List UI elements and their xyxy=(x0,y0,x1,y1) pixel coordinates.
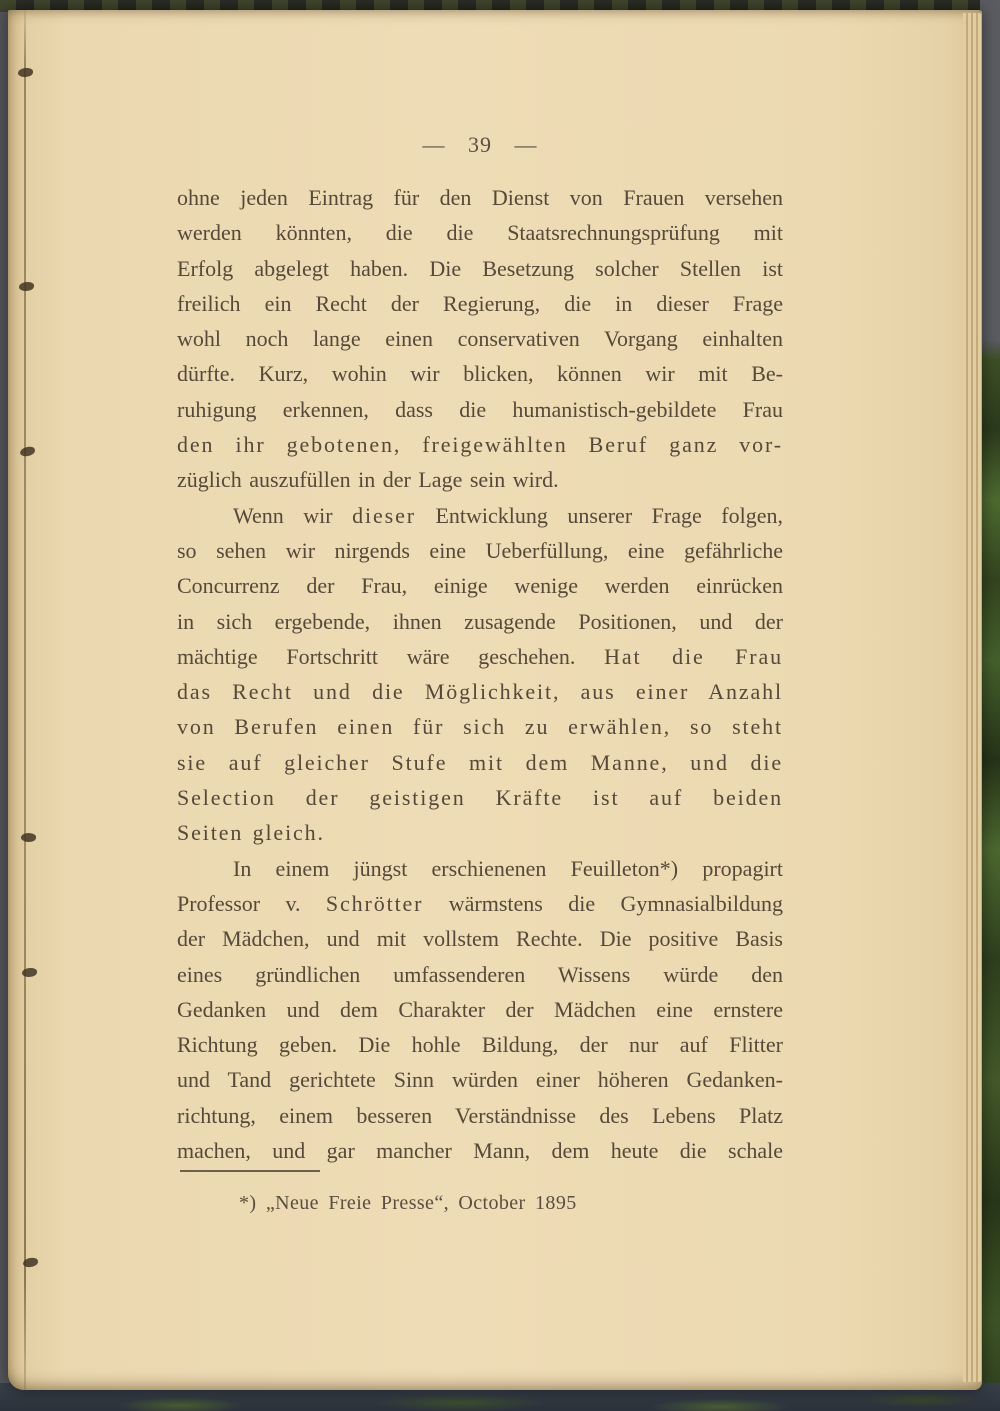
text-segment: und Tand gerichtete Sinn würden einer höheren Gedanken- xyxy=(177,1067,783,1093)
text-line xyxy=(177,356,783,391)
text-segment: so sehen wir nirgends eine Ueberfüllung, eine gefährliche xyxy=(177,537,783,563)
text-line xyxy=(177,851,783,886)
body-text xyxy=(177,180,783,1168)
text-line xyxy=(177,427,783,462)
text-segment: Professor v. xyxy=(177,890,326,916)
text-line xyxy=(177,498,783,533)
text-segment: In einem jüngst erschienenen Feuilleton*) propagirt xyxy=(233,855,783,881)
text-segment: machen, und gar mancher Mann, dem heute die schale xyxy=(177,1138,783,1164)
text-segment: eines gründlichen umfassenderen Wissens würde den xyxy=(177,961,783,987)
text-segment: ohne jeden Eintrag für den Dienst von Frauen versehen xyxy=(177,185,783,210)
text-line xyxy=(177,604,783,639)
text-segment: dürfte. Kurz, wohin wir blicken, können wir mit Be- xyxy=(177,361,783,387)
stitch-mark xyxy=(22,968,37,977)
text-line xyxy=(177,1133,783,1168)
text-segment: der Mädchen, und mit vollstem Rechte. Die positive Basis xyxy=(177,926,783,952)
photo-background-right xyxy=(980,0,1000,1411)
text-line xyxy=(177,568,783,603)
stitch-mark xyxy=(19,446,35,457)
text-line xyxy=(177,709,783,744)
spaced-text-segment: dieser xyxy=(352,502,416,528)
text-line xyxy=(177,745,783,780)
footnote-rule xyxy=(180,1170,320,1172)
text-segment: mächtige Fortschritt wäre geschehen. xyxy=(177,643,605,669)
text-line xyxy=(177,1027,783,1062)
text-line xyxy=(177,921,783,956)
text-segment: werden könnten, die die Staatsrechnungsprüfung mit xyxy=(177,220,783,246)
text-line xyxy=(177,180,783,215)
spaced-text-segment: Seiten gleich. xyxy=(177,820,325,846)
text-line xyxy=(177,639,783,674)
text-line xyxy=(177,957,783,992)
footnote: *) „Neue Freie Presse“, October 1895 xyxy=(239,1192,577,1214)
text-segment: Entwicklung unserer Frage folgen, xyxy=(415,502,783,528)
text-line xyxy=(177,780,783,815)
text-segment: züglich auszufüllen in der Lage sein wird. xyxy=(177,467,559,493)
text-line xyxy=(177,533,783,568)
text-segment: richtung, einem besseren Verständnisse des Lebens Platz xyxy=(177,1102,783,1128)
text-line xyxy=(177,251,783,286)
spaced-text-segment: das Recht und die Möglichkeit, aus einer Anzahl xyxy=(177,679,783,705)
text-line xyxy=(177,286,783,321)
text-segment: Wenn wir xyxy=(233,502,353,528)
text-line xyxy=(177,1062,783,1097)
spaced-text-segment: sie auf gleicher Stufe mit dem Manne, und die xyxy=(177,749,783,775)
text-segment: wärmstens die Gymnasialbildung xyxy=(423,890,783,916)
page-number: — 39 — xyxy=(422,132,538,157)
spaced-text-segment: von Berufen einen für sich zu erwählen, so steht xyxy=(177,714,783,740)
stitch-mark xyxy=(21,832,37,843)
stitch-mark xyxy=(18,68,33,77)
text-segment: Concurrenz der Frau, einige wenige werden einrücken xyxy=(177,573,783,599)
text-line xyxy=(177,215,783,250)
page-edge-stack xyxy=(963,13,982,1382)
stitch-mark xyxy=(19,282,34,291)
text-line xyxy=(177,992,783,1027)
spaced-text-segment: den ihr gebotenen, freigewählten Beruf ganz vor- xyxy=(177,432,783,458)
binding-crease xyxy=(24,10,26,1390)
text-segment: freilich ein Recht der Regierung, die in dieser Frage xyxy=(177,290,783,316)
spaced-text-segment: Schrötter xyxy=(325,890,424,916)
text-segment: Richtung geben. Die hohle Bildung, der nur auf Flitter xyxy=(177,1032,783,1058)
text-segment: wohl noch lange einen conservativen Vorgang einhalten xyxy=(177,326,783,352)
text-segment: in sich ergebende, ihnen zusagende Positionen, und der xyxy=(177,608,783,634)
text-segment: Erfolg abgelegt haben. Die Besetzung solcher Stellen ist xyxy=(177,255,783,281)
text-line xyxy=(177,462,783,497)
text-line xyxy=(177,815,783,850)
text-line xyxy=(177,886,783,921)
text-segment: ruhigung erkennen, dass die humanistisch-gebildete Frau xyxy=(177,396,783,422)
stitch-mark xyxy=(23,1257,39,1267)
spaced-text-segment: Selection der geistigen Kräfte ist auf beiden xyxy=(177,785,783,811)
text-line xyxy=(177,674,783,709)
text-segment: Gedanken und dem Charakter der Mädchen eine ernstere xyxy=(177,996,783,1022)
text-line xyxy=(177,1098,783,1133)
book-page xyxy=(8,10,982,1390)
text-line xyxy=(177,321,783,356)
spaced-text-segment: Hat die Frau xyxy=(604,643,783,669)
text-line xyxy=(177,392,783,427)
